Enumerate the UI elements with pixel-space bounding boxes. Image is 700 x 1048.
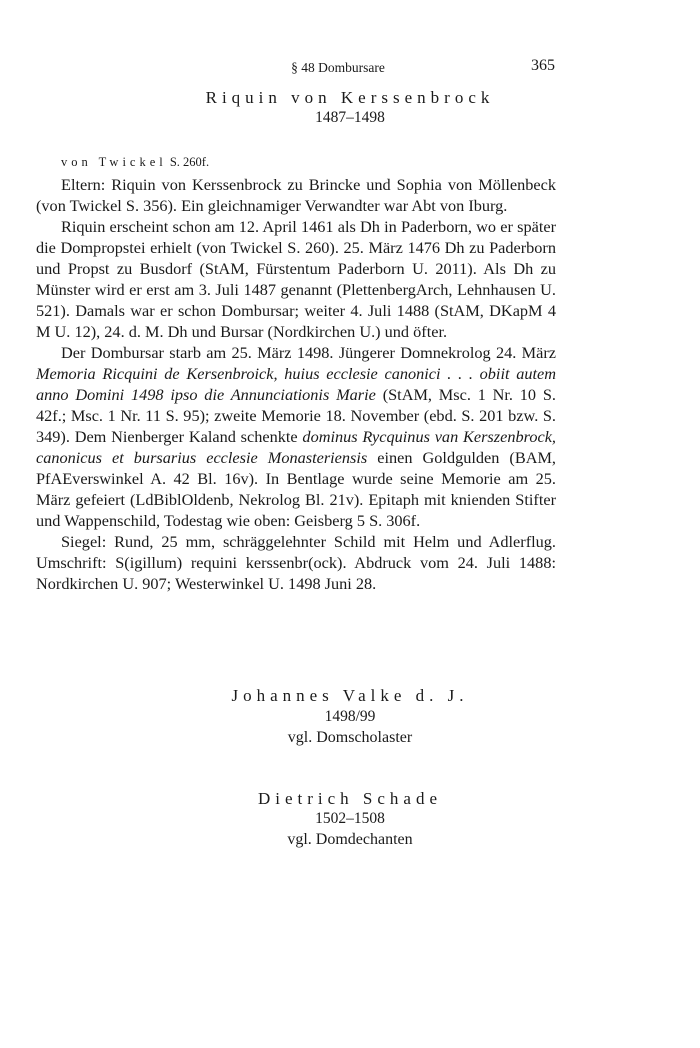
entry-title: Riquin von Kerssenbrock: [205, 88, 495, 107]
source-name: von Twickel: [61, 155, 167, 169]
death-text-2: (StAM, Msc. 1 Nr. 10 S. 42f.; Msc. 1 Nr. 11 S. 95); zweite Memorie 18. November (ebd. S. 201 bzw. S. 349). Dem Nienberger Kaland schenkte: [36, 385, 556, 446]
entry-cross-reference: vgl. Domscholaster: [287, 729, 413, 746]
death-text-3: einen Goldgulden (BAM, PfAEverswinkel A. 42 Bl. 16v). In Bentlage wurde seine Memorie am 25. März gefeiert (LdBiblOldenb, Nekrolog Bl. 21v). Epitaph mit knienden Stifter und Wappenschild, Todestag wie oben: Geisberg 5 S. 306f.: [36, 448, 556, 530]
page-number: 365: [531, 57, 555, 74]
entry-dates: 1487–1498: [315, 109, 385, 126]
running-head: § 48 Dombursare: [291, 60, 385, 75]
entry-title: Dietrich Schade: [257, 789, 443, 808]
source-page: S. 260f.: [166, 155, 210, 169]
death-text-1: Der Dombursar starb am 25. März 1498. Jüngerer Domnekrolog 24. März: [61, 343, 556, 362]
entry-dates: 1498/99: [324, 708, 376, 725]
paragraph-parents: Eltern: Riquin von Kerssenbrock zu Brincke und Sophia von Möllenbeck (von Twickel S. 356). Ein gleichnamiger Verwandter war Abt von Iburg.: [36, 175, 556, 215]
entry-body: [36, 150, 556, 594]
necrology-quote: Memoria Ricquini de Kersenbroick, huius ecclesie canonici . . . obiit autem anno Domini 1498 ipso die Annunciationis Marie: [36, 364, 556, 404]
page-header: [0, 57, 700, 79]
entry-dates: 1502–1508: [315, 810, 385, 827]
donation-quote: dominus Rycquinus van Kerszenbrock, canonicus et bursarius ecclesie Monasteriensis: [36, 427, 556, 467]
paragraph-death: [36, 342, 556, 531]
source-reference: [36, 150, 556, 173]
paragraph-seal: Siegel: Rund, 25 mm, schräggelehnter Schild mit Helm und Adlerflug. Umschrift: S(igillum) requini kerssenbr(ock). Abdruck vom 24. Juli 1488: Nordkirchen U. 907; Westerwinkel U. 1498 Juni 28.: [36, 532, 556, 593]
entry-title: Johannes Valke d. J.: [231, 686, 469, 705]
entry-cross-reference: vgl. Domdechanten: [287, 831, 413, 848]
paragraph-career: Riquin erscheint schon am 12. April 1461 als Dh in Paderborn, wo er später die Dompropstei erhielt (von Twickel S. 260). 25. März 1476 Dh zu Paderborn und Propst zu Busdorf (StAM, Fürstentum Paderborn U. 2011). Als Dh zu Münster wird er erst am 3. Juli 1487 genannt (PlettenbergArch, Lehnhausen U. 521). Damals war er schon Dombursar; weiter 4. Juli 1488 (StAM, DKapM 4 M U. 12), 24. d. M. Dh und Bursar (Nordkirchen U.) und öfter.: [36, 217, 556, 341]
